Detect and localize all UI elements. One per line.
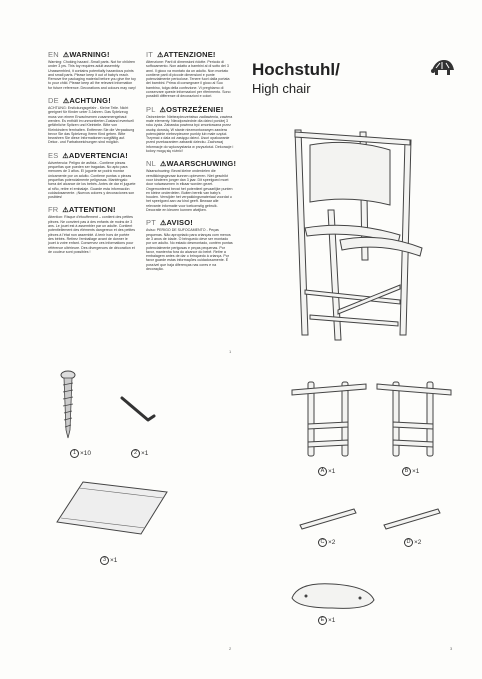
warning-it (146, 50, 234, 99)
part-3-label: 3 ×1 (100, 556, 117, 565)
rod-c-part (296, 505, 360, 529)
warning-triangle-icon: ⚠ (62, 152, 69, 160)
rod-d-part (380, 505, 444, 529)
high-chair-illustration (250, 110, 430, 345)
warning-heading: WARNING! (69, 50, 110, 59)
part-2-label: 2 ×1 (131, 449, 148, 458)
side-frame-b-part (375, 380, 455, 460)
warning-heading: ADVERTENCIA! (68, 150, 128, 160)
warning-triangle-icon: ⚠ (62, 207, 69, 215)
warning-heading: OSTRZEŻENIE! (166, 104, 224, 114)
warning-nl (146, 159, 237, 213)
warning-triangle-icon: ⚠ (157, 52, 164, 59)
product-title: Hochstuhl/ (252, 60, 340, 79)
warning-triangle-icon: ⚠ (62, 52, 70, 59)
warnings-middle-column (146, 50, 237, 277)
part-a-label: A ×1 (318, 467, 335, 476)
warning-triangle-icon: ⚠ (159, 106, 167, 114)
lang-code: FR (48, 205, 59, 215)
part-e-label: E ×1 (318, 616, 335, 625)
warning-en (48, 50, 136, 90)
lang-code: ES (48, 150, 59, 160)
warning-pl (146, 105, 234, 154)
lang-code: DE (48, 96, 59, 106)
warning-heading: ATTENTION! (68, 205, 116, 215)
turtle-logo-icon (430, 56, 456, 78)
page-number-1: 1 (229, 349, 232, 354)
lang-code: IT (146, 50, 154, 59)
warning-heading: WAARSCHUWING! (166, 159, 237, 169)
warning-pt (146, 218, 234, 271)
warning-triangle-icon: ⚠ (160, 161, 167, 169)
warning-fr (48, 205, 136, 254)
warning-triangle-icon: ⚠ (159, 220, 167, 228)
warning-text: Aviso: PERIGO DE SUFOCAMENTO - Peças pequenas. Não apropriado para crianças com menos de 3 anos de idade. O brinquedo deve ser montado por um adulto. No estado desmontado, contém pontas potencialmente perigosas e peças pequenas. Por favor, mantenha fora do alcance do bebê. Retire a embalagem antes de dar o brinquedo à criança. Por favor guarde estas informações cuidadosamente. É possível que haja diferenças nas cores e na decoração. (146, 228, 233, 271)
warning-text: Ostrzeżenie: Niebezpieczeństwo zadławienia, zawiera małe elementy. Nieodpowiednie dla dzieci poniżej 3 roku życia. Zabawka powinna być zmontowana przez osobę dorosłą. W stanie niezmontowanym zawiera potencjalnie niebezpieczne punkty lub małe części. Trzymać z dala od zasięgu dzieci. Usuń opakowanie przed przekazaniem zabawki dziecku. Zachowaj informacje do wykorzystania w przyszłości. Dekoracje i kolory mogą się różnić! (146, 114, 234, 154)
warning-heading: AVISO! (166, 218, 193, 228)
lang-code: PL (146, 104, 156, 114)
warning-text: Advertencia: Peligro de asfixia - Contiene piezas pequeñas que pueden ser tragadas. No apto para menores de 3 años. El juguete se podrá montar únicamente por un adulto. Contiene puntas o piezas pequeñas potencialmente peligrosas. Manténgalo fuera del alcance de los bebés. Antes de dar el juguete al niño, retire el embalaje. Guarde esta información cuidadosamente. ¡Nuevos colores y decoraciones son posibles! (48, 160, 136, 200)
warning-text: Warning: Choking hazard -Small parts. Not for children under 3 yrs. This toy requires adult assembly. Unassembled, it contains potentially hazardous points and small parts. Please keep it out of baby's reach. Remove the packaging material before you give the toy to your child. Please keep all the relevant information for future reference. Decorations and colours may vary! (48, 60, 136, 90)
warning-text: Waarschuwing: Bevat kleine onderdelen die verstikkingsgevaar kunnen opleveren. Niet geschikt voor kinderen jonger dan 3 jaar. Dit speelgoed moet door volwassenen in elkaar worden gezet. Ongemonteerd bevat het potentieel gevaarlijke punten en kleine onderdelen. Buiten bereik van baby's houden. Verwijder het verpakkingsmateriaal voordat u het speelgoed aan uw kind geeft. Bewaar alle relevante informatie voor toekomstig gebruik. Decoratie en kleuren kunnen afwijken. (146, 169, 233, 213)
part-b-label: B ×1 (402, 467, 419, 476)
screw-part (60, 370, 76, 440)
lang-code: EN (48, 50, 59, 59)
lang-code: NL (146, 159, 156, 169)
allen-key-part (118, 392, 158, 428)
warning-de (48, 96, 136, 145)
warning-heading: ACHTUNG! (69, 96, 111, 106)
warning-text: ACHTUNG: Erstickungsgefahr - Kleine Teile. Nicht geeignet für Kinder unter 3 Jahren. Das Spielzeug muss von einem Erwachsenen zusammengebaut werden. Es enthält im unmontierten Zustand eventuell gefährliche Spitzen und Kleinteile. Bitte von Kleinkindern fernhalten. Entfernen Sie die Verpackung bevor Sie das Spielzeug Ihrem Kind geben. Bitte bewahren Sie diese Informationen sorgfältig auf. Dekor- und Farbabweichungen sind möglich. (48, 106, 135, 145)
part-1-label: 1 ×10 (70, 449, 91, 458)
product-subtitle: High chair (252, 81, 311, 96)
side-frame-a-part (290, 380, 370, 460)
warning-triangle-icon: ⚠ (62, 98, 70, 106)
warning-es (48, 151, 136, 200)
page-number-3: 3 (450, 646, 453, 651)
warning-text: Attention: Risque d'étouffement – contient des petites pièces. Ne convient pas à des enfants de moins de 3 ans. Le jouet est à assembler par un adulte. Contient potentiellement des éléments dangereux et des petites pièces à l'état non assemblé. A tenir hors de portée des bébés. Retirez l'emballage avant de donner le jouet à votre enfant. Conservez ces informations pour référence ultérieure. Des divergences de décoration et de couleur sont possibles ! (48, 215, 136, 254)
warnings-left-column (48, 50, 136, 260)
part-c-label: C ×2 (318, 538, 335, 547)
fabric-seat-part (55, 478, 170, 538)
tray-e-part (288, 578, 378, 612)
warning-text: Attenzione: Parti di dimensioni ridotte. Pericolo di soffocamento. Non adatto a bambini al di sotto dei 3 anni. Il gioco va montato da un adulto. Non montato contiene parti di piccole dimensioni e punte potenzialmente pericolose. Tenere fuori dalla portata dei bambini. Prima di consegnare il gioco al Suo bambino, tolga della confezione. Vi preghiamo di conservare queste informazioni per riferimento. Sono possibili differenze di decorazioni e colori. (146, 60, 231, 99)
lang-code: PT (146, 218, 156, 228)
warning-heading: ATTENZIONE! (163, 50, 216, 59)
part-d-label: D ×2 (404, 538, 421, 547)
page-number-2: 2 (229, 646, 232, 651)
